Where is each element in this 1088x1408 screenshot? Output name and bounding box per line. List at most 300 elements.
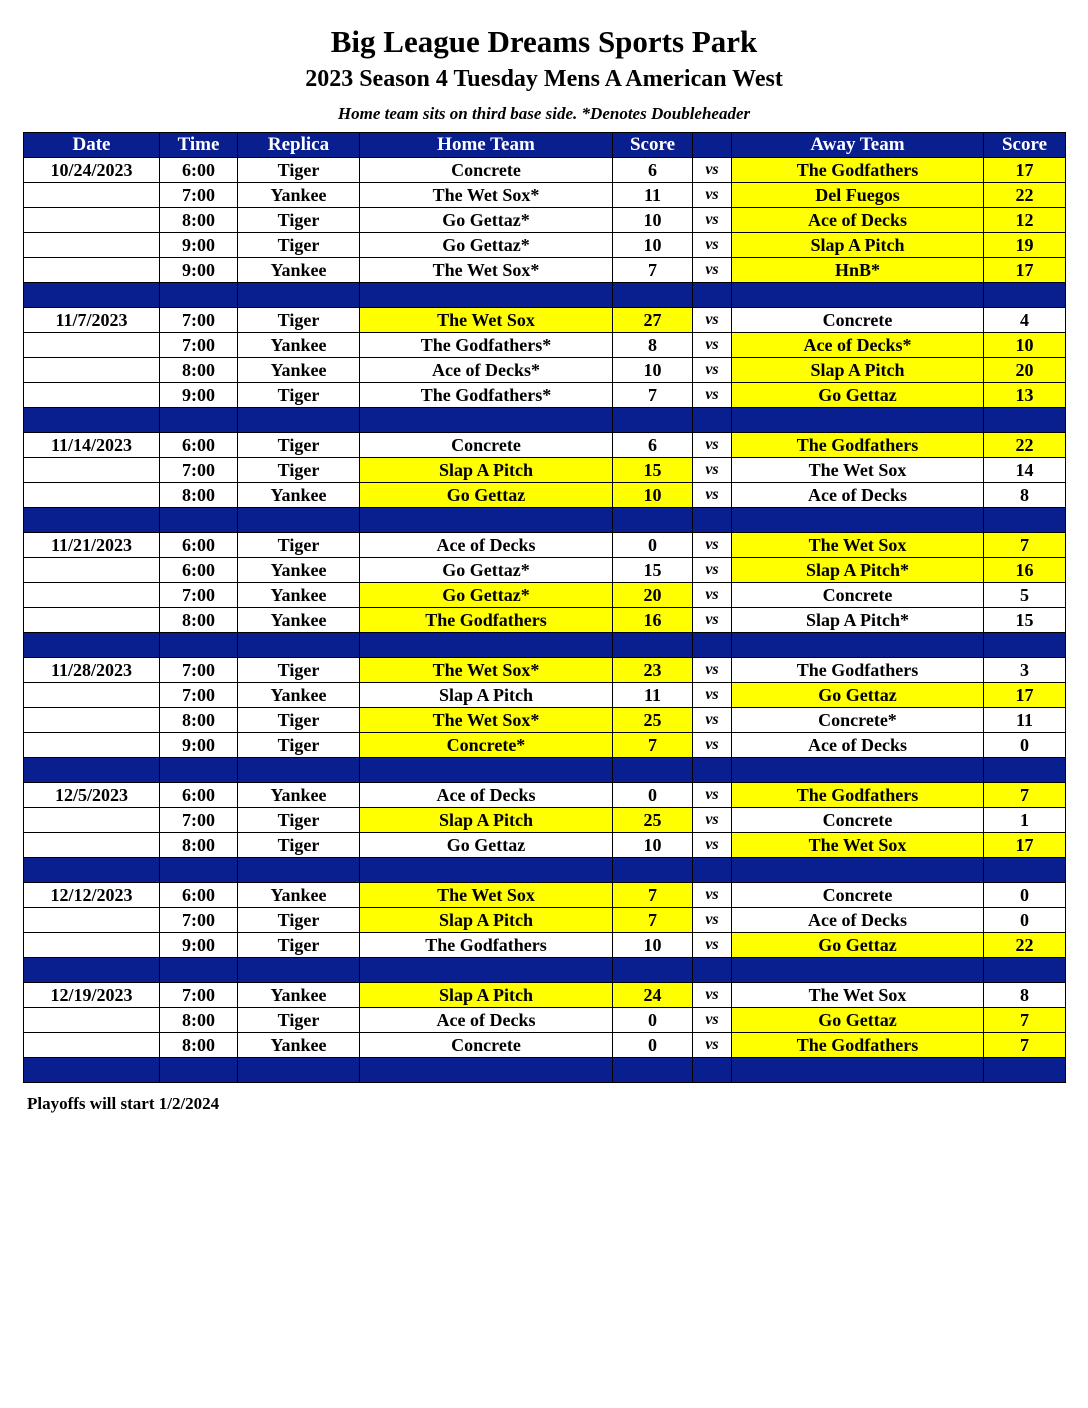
game-replica: Tiger <box>238 158 360 183</box>
separator-cell <box>360 758 613 783</box>
table-header-row <box>24 133 1066 158</box>
separator-cell <box>360 283 613 308</box>
separator-cell <box>984 958 1066 983</box>
away-score: 7 <box>984 1033 1066 1058</box>
game-date <box>24 1033 160 1058</box>
home-score: 0 <box>613 1033 693 1058</box>
game-time: 7:00 <box>160 583 238 608</box>
away-team: HnB* <box>732 258 984 283</box>
week-separator-row <box>24 508 1066 533</box>
table-row <box>24 908 1066 933</box>
separator-cell <box>732 758 984 783</box>
table-row <box>24 583 1066 608</box>
game-time: 8:00 <box>160 208 238 233</box>
game-time: 9:00 <box>160 733 238 758</box>
home-team: The Wet Sox* <box>360 258 613 283</box>
vs-label: vs <box>693 608 732 633</box>
page-subtitle: 2023 Season 4 Tuesday Mens A American West <box>305 66 783 92</box>
table-row <box>24 533 1066 558</box>
away-score: 8 <box>984 483 1066 508</box>
table-row <box>24 608 1066 633</box>
game-time: 9:00 <box>160 933 238 958</box>
separator-cell <box>693 508 732 533</box>
game-time: 7:00 <box>160 808 238 833</box>
game-date <box>24 358 160 383</box>
away-score: 12 <box>984 208 1066 233</box>
separator-cell <box>24 1058 160 1083</box>
game-replica: Tiger <box>238 458 360 483</box>
game-date: 11/14/2023 <box>24 433 160 458</box>
away-score: 19 <box>984 233 1066 258</box>
separator-cell <box>24 408 160 433</box>
vs-label: vs <box>693 358 732 383</box>
game-replica: Tiger <box>238 1008 360 1033</box>
vs-label: vs <box>693 1008 732 1033</box>
game-date <box>24 808 160 833</box>
separator-cell <box>732 408 984 433</box>
table-row <box>24 558 1066 583</box>
vs-label: vs <box>693 708 732 733</box>
vs-label: vs <box>693 808 732 833</box>
week-separator-row <box>24 758 1066 783</box>
game-time: 9:00 <box>160 233 238 258</box>
away-team: Slap A Pitch* <box>732 608 984 633</box>
separator-cell <box>613 758 693 783</box>
col-time-header: Time <box>160 133 238 158</box>
away-score: 10 <box>984 333 1066 358</box>
separator-cell <box>732 1058 984 1083</box>
game-replica: Yankee <box>238 358 360 383</box>
away-score: 17 <box>984 258 1066 283</box>
away-score: 0 <box>984 883 1066 908</box>
away-score: 13 <box>984 383 1066 408</box>
away-score: 7 <box>984 783 1066 808</box>
game-date: 12/5/2023 <box>24 783 160 808</box>
game-time: 7:00 <box>160 683 238 708</box>
home-score: 25 <box>613 708 693 733</box>
vs-label: vs <box>693 933 732 958</box>
away-team: Concrete <box>732 583 984 608</box>
game-replica: Tiger <box>238 233 360 258</box>
game-time: 6:00 <box>160 433 238 458</box>
away-team: Go Gettaz <box>732 933 984 958</box>
table-row <box>24 383 1066 408</box>
separator-cell <box>613 408 693 433</box>
vs-label: vs <box>693 683 732 708</box>
vs-label: vs <box>693 783 732 808</box>
away-team: The Godfathers <box>732 658 984 683</box>
separator-cell <box>360 408 613 433</box>
vs-label: vs <box>693 833 732 858</box>
schedule-table <box>23 132 1066 1083</box>
separator-cell <box>24 958 160 983</box>
away-score: 14 <box>984 458 1066 483</box>
col-home-team-header: Home Team <box>360 133 613 158</box>
table-row <box>24 833 1066 858</box>
home-team: The Wet Sox <box>360 883 613 908</box>
away-team: The Wet Sox <box>732 533 984 558</box>
game-replica: Tiger <box>238 933 360 958</box>
game-date <box>24 1008 160 1033</box>
separator-cell <box>238 283 360 308</box>
separator-cell <box>160 633 238 658</box>
separator-cell <box>693 408 732 433</box>
game-date <box>24 908 160 933</box>
game-time: 8:00 <box>160 1008 238 1033</box>
vs-label: vs <box>693 333 732 358</box>
home-team: Go Gettaz* <box>360 233 613 258</box>
game-time: 8:00 <box>160 1033 238 1058</box>
home-team: Slap A Pitch <box>360 983 613 1008</box>
page-title: Big League Dreams Sports Park <box>330 24 758 59</box>
away-team: Slap A Pitch <box>732 358 984 383</box>
vs-label: vs <box>693 383 732 408</box>
away-score: 17 <box>984 158 1066 183</box>
table-row <box>24 883 1066 908</box>
game-time: 8:00 <box>160 358 238 383</box>
vs-label: vs <box>693 583 732 608</box>
away-team: Ace of Decks* <box>732 333 984 358</box>
vs-label: vs <box>693 733 732 758</box>
col-replica-header: Replica <box>238 133 360 158</box>
separator-cell <box>360 958 613 983</box>
game-date <box>24 233 160 258</box>
vs-label: vs <box>693 558 732 583</box>
away-score: 7 <box>984 1008 1066 1033</box>
table-row <box>24 183 1066 208</box>
game-date <box>24 458 160 483</box>
home-score: 27 <box>613 308 693 333</box>
game-date <box>24 183 160 208</box>
separator-cell <box>613 508 693 533</box>
separator-cell <box>238 1058 360 1083</box>
game-date <box>24 483 160 508</box>
week-separator-row <box>24 283 1066 308</box>
separator-cell <box>693 858 732 883</box>
separator-cell <box>160 1058 238 1083</box>
separator-cell <box>238 958 360 983</box>
home-team: The Godfathers* <box>360 383 613 408</box>
vs-label: vs <box>693 233 732 258</box>
home-score: 10 <box>613 233 693 258</box>
separator-cell <box>160 283 238 308</box>
game-date <box>24 683 160 708</box>
away-score: 22 <box>984 433 1066 458</box>
away-score: 5 <box>984 583 1066 608</box>
away-team: Slap A Pitch* <box>732 558 984 583</box>
game-time: 7:00 <box>160 458 238 483</box>
game-time: 6:00 <box>160 558 238 583</box>
home-score: 25 <box>613 808 693 833</box>
game-date <box>24 608 160 633</box>
home-team: Slap A Pitch <box>360 458 613 483</box>
game-replica: Yankee <box>238 608 360 633</box>
game-date <box>24 383 160 408</box>
home-team: The Wet Sox* <box>360 183 613 208</box>
home-score: 7 <box>613 908 693 933</box>
game-replica: Yankee <box>238 558 360 583</box>
home-score: 7 <box>613 383 693 408</box>
table-row <box>24 358 1066 383</box>
separator-cell <box>24 633 160 658</box>
separator-cell <box>238 408 360 433</box>
separator-cell <box>984 633 1066 658</box>
away-score: 17 <box>984 683 1066 708</box>
separator-cell <box>360 508 613 533</box>
vs-label: vs <box>693 308 732 333</box>
away-team: The Godfathers <box>732 433 984 458</box>
game-date: 11/7/2023 <box>24 308 160 333</box>
table-row <box>24 258 1066 283</box>
game-replica: Tiger <box>238 308 360 333</box>
game-time: 7:00 <box>160 908 238 933</box>
away-score: 0 <box>984 733 1066 758</box>
table-row <box>24 1033 1066 1058</box>
game-replica: Yankee <box>238 983 360 1008</box>
week-separator-row <box>24 633 1066 658</box>
separator-cell <box>693 633 732 658</box>
home-team: Ace of Decks* <box>360 358 613 383</box>
col-away-team-header: Away Team <box>732 133 984 158</box>
vs-label: vs <box>693 183 732 208</box>
away-score: 17 <box>984 833 1066 858</box>
home-score: 10 <box>613 933 693 958</box>
away-score: 1 <box>984 808 1066 833</box>
game-replica: Yankee <box>238 683 360 708</box>
away-score: 8 <box>984 983 1066 1008</box>
game-date: 10/24/2023 <box>24 158 160 183</box>
home-score: 7 <box>613 733 693 758</box>
game-time: 8:00 <box>160 608 238 633</box>
table-row <box>24 433 1066 458</box>
game-time: 6:00 <box>160 158 238 183</box>
table-row <box>24 733 1066 758</box>
away-score: 20 <box>984 358 1066 383</box>
separator-cell <box>732 958 984 983</box>
game-replica: Yankee <box>238 1033 360 1058</box>
home-score: 23 <box>613 658 693 683</box>
home-score: 6 <box>613 433 693 458</box>
home-team: Ace of Decks <box>360 533 613 558</box>
separator-cell <box>160 758 238 783</box>
away-team: The Godfathers <box>732 158 984 183</box>
home-team: Slap A Pitch <box>360 683 613 708</box>
vs-label: vs <box>693 458 732 483</box>
away-score: 22 <box>984 183 1066 208</box>
vs-label: vs <box>693 258 732 283</box>
away-score: 11 <box>984 708 1066 733</box>
game-replica: Tiger <box>238 383 360 408</box>
separator-cell <box>693 283 732 308</box>
table-row <box>24 458 1066 483</box>
separator-cell <box>24 858 160 883</box>
home-team: Go Gettaz* <box>360 208 613 233</box>
home-score: 0 <box>613 1008 693 1033</box>
separator-cell <box>160 508 238 533</box>
home-score: 0 <box>613 533 693 558</box>
game-date <box>24 208 160 233</box>
col-date-header: Date <box>24 133 160 158</box>
home-team: Concrete <box>360 158 613 183</box>
game-time: 6:00 <box>160 883 238 908</box>
separator-cell <box>984 283 1066 308</box>
home-team: Concrete <box>360 1033 613 1058</box>
game-date: 11/28/2023 <box>24 658 160 683</box>
separator-cell <box>360 1058 613 1083</box>
game-date <box>24 333 160 358</box>
vs-label: vs <box>693 433 732 458</box>
home-team: Ace of Decks <box>360 783 613 808</box>
vs-label: vs <box>693 983 732 1008</box>
week-separator-row <box>24 408 1066 433</box>
away-score: 4 <box>984 308 1066 333</box>
table-row <box>24 708 1066 733</box>
game-replica: Yankee <box>238 333 360 358</box>
game-replica: Tiger <box>238 533 360 558</box>
away-team: Del Fuegos <box>732 183 984 208</box>
home-team: Ace of Decks <box>360 1008 613 1033</box>
separator-cell <box>613 858 693 883</box>
game-replica: Yankee <box>238 483 360 508</box>
col-home-score-header: Score <box>613 133 693 158</box>
away-team: Ace of Decks <box>732 483 984 508</box>
game-replica: Tiger <box>238 808 360 833</box>
separator-cell <box>160 958 238 983</box>
away-team: Concrete <box>732 808 984 833</box>
away-team: The Godfathers <box>732 1033 984 1058</box>
week-separator-row <box>24 858 1066 883</box>
separator-cell <box>24 283 160 308</box>
game-date <box>24 933 160 958</box>
table-row <box>24 983 1066 1008</box>
separator-cell <box>984 758 1066 783</box>
home-score: 10 <box>613 483 693 508</box>
home-score: 10 <box>613 208 693 233</box>
game-date <box>24 733 160 758</box>
away-score: 7 <box>984 533 1066 558</box>
week-separator-row <box>24 1058 1066 1083</box>
game-date: 11/21/2023 <box>24 533 160 558</box>
home-team: Go Gettaz* <box>360 583 613 608</box>
separator-cell <box>732 633 984 658</box>
game-time: 6:00 <box>160 783 238 808</box>
home-score: 10 <box>613 358 693 383</box>
game-date <box>24 558 160 583</box>
page-note: Home team sits on third base side. *Denotes Doubleheader <box>337 104 751 123</box>
game-date <box>24 833 160 858</box>
game-time: 8:00 <box>160 708 238 733</box>
separator-cell <box>613 283 693 308</box>
game-time: 7:00 <box>160 183 238 208</box>
away-team: The Wet Sox <box>732 833 984 858</box>
game-replica: Tiger <box>238 658 360 683</box>
week-separator-row <box>24 958 1066 983</box>
playoffs-note: Playoffs will start 1/2/2024 <box>27 1094 220 1113</box>
away-team: Concrete <box>732 883 984 908</box>
game-date <box>24 583 160 608</box>
separator-cell <box>984 1058 1066 1083</box>
game-time: 7:00 <box>160 333 238 358</box>
table-row <box>24 783 1066 808</box>
separator-cell <box>732 858 984 883</box>
away-team: Ace of Decks <box>732 208 984 233</box>
vs-label: vs <box>693 158 732 183</box>
game-replica: Yankee <box>238 258 360 283</box>
home-score: 8 <box>613 333 693 358</box>
separator-cell <box>160 408 238 433</box>
table-row <box>24 1008 1066 1033</box>
home-team: Slap A Pitch <box>360 808 613 833</box>
home-team: Concrete* <box>360 733 613 758</box>
game-date: 12/12/2023 <box>24 883 160 908</box>
game-time: 8:00 <box>160 833 238 858</box>
away-team: The Wet Sox <box>732 983 984 1008</box>
separator-cell <box>693 758 732 783</box>
vs-label: vs <box>693 908 732 933</box>
vs-label: vs <box>693 883 732 908</box>
col-away-score-header: Score <box>984 133 1066 158</box>
game-replica: Yankee <box>238 183 360 208</box>
table-row <box>24 483 1066 508</box>
game-time: 7:00 <box>160 983 238 1008</box>
col-vs-header <box>693 133 732 158</box>
away-team: Ace of Decks <box>732 733 984 758</box>
separator-cell <box>732 508 984 533</box>
away-score: 0 <box>984 908 1066 933</box>
separator-cell <box>693 958 732 983</box>
separator-cell <box>613 633 693 658</box>
home-score: 16 <box>613 608 693 633</box>
away-score: 16 <box>984 558 1066 583</box>
home-score: 15 <box>613 558 693 583</box>
separator-cell <box>238 858 360 883</box>
vs-label: vs <box>693 1033 732 1058</box>
home-score: 11 <box>613 183 693 208</box>
game-time: 9:00 <box>160 258 238 283</box>
separator-cell <box>24 758 160 783</box>
home-score: 24 <box>613 983 693 1008</box>
away-team: Concrete* <box>732 708 984 733</box>
home-team: The Wet Sox* <box>360 658 613 683</box>
table-row <box>24 158 1066 183</box>
table-row <box>24 658 1066 683</box>
home-score: 11 <box>613 683 693 708</box>
game-replica: Tiger <box>238 208 360 233</box>
away-score: 15 <box>984 608 1066 633</box>
game-replica: Tiger <box>238 708 360 733</box>
separator-cell <box>984 408 1066 433</box>
away-team: Go Gettaz <box>732 1008 984 1033</box>
game-time: 8:00 <box>160 483 238 508</box>
home-score: 15 <box>613 458 693 483</box>
game-date <box>24 258 160 283</box>
home-team: The Wet Sox <box>360 308 613 333</box>
separator-cell <box>693 1058 732 1083</box>
away-team: Concrete <box>732 308 984 333</box>
home-team: The Wet Sox* <box>360 708 613 733</box>
game-replica: Yankee <box>238 883 360 908</box>
game-replica: Tiger <box>238 908 360 933</box>
home-score: 10 <box>613 833 693 858</box>
separator-cell <box>984 508 1066 533</box>
away-team: Slap A Pitch <box>732 233 984 258</box>
home-team: The Godfathers* <box>360 333 613 358</box>
home-team: Go Gettaz <box>360 833 613 858</box>
schedule-body <box>24 158 1066 1083</box>
game-time: 9:00 <box>160 383 238 408</box>
home-score: 7 <box>613 258 693 283</box>
separator-cell <box>238 758 360 783</box>
